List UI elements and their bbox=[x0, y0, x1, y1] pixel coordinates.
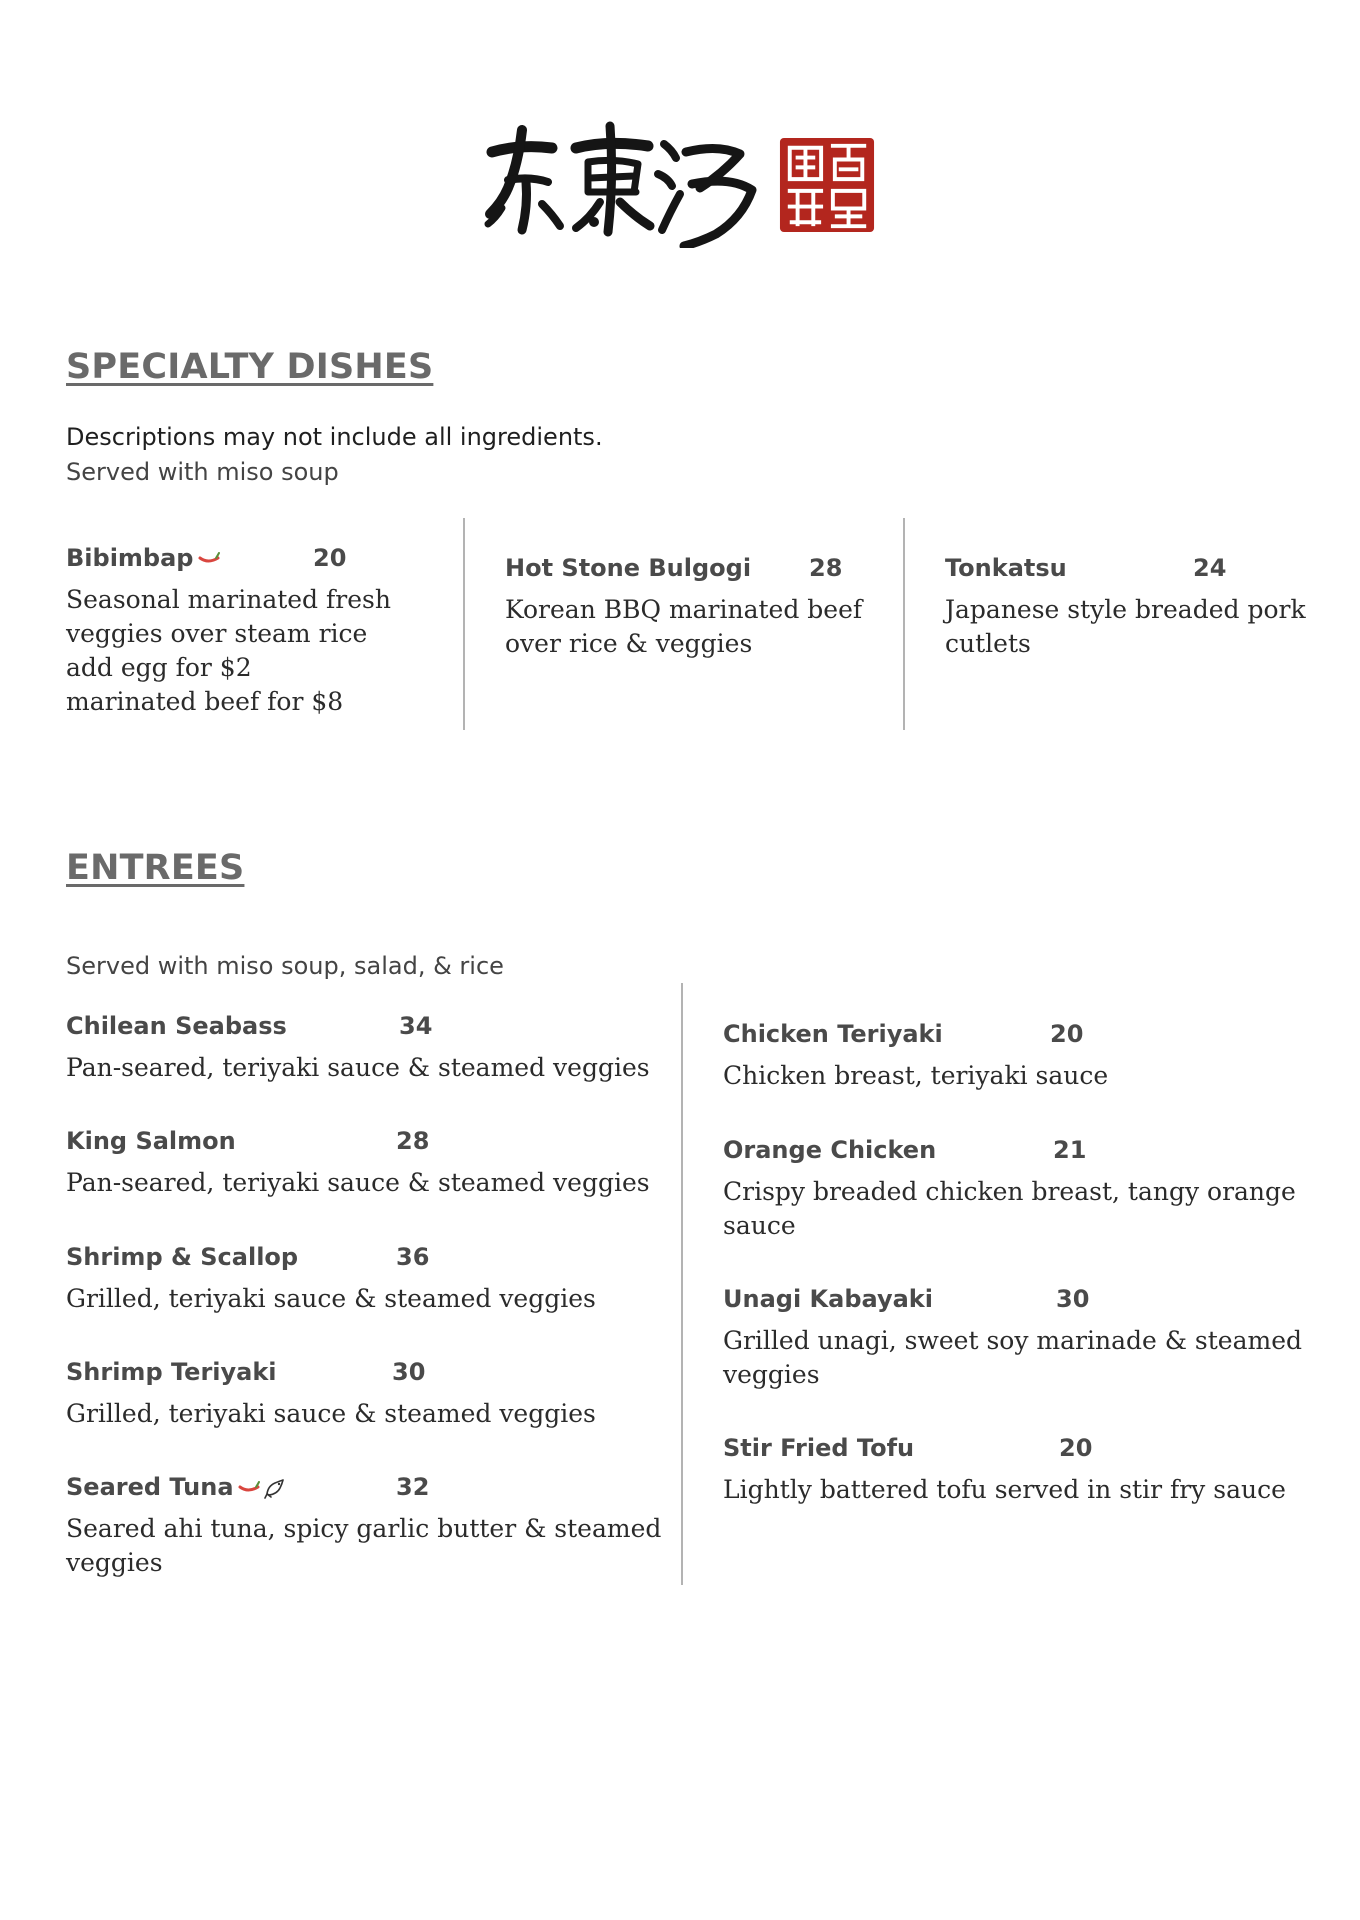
menu-item-seared-tuna bbox=[66, 1470, 666, 1580]
menu-item-bibimbap bbox=[66, 541, 446, 719]
menu-item-name: Orange Chicken bbox=[723, 1136, 937, 1164]
menu-item-price: 34 bbox=[399, 1012, 433, 1040]
menu-item-description: Japanese style breaded pork cutlets bbox=[945, 595, 1306, 658]
menu-item-name: Tonkatsu bbox=[945, 554, 1067, 582]
raw-fish-icon bbox=[264, 1477, 286, 1499]
menu-item-price: 28 bbox=[809, 554, 843, 582]
entrees-served-with: Served with miso soup, salad, & rice bbox=[66, 952, 504, 980]
ingredients-disclaimer: Descriptions may not include all ingredients. bbox=[66, 423, 603, 451]
menu-item-shrimp-scallop bbox=[66, 1240, 666, 1316]
chili-icon bbox=[198, 552, 220, 566]
menu-item-price: 20 bbox=[1059, 1434, 1093, 1462]
column-divider bbox=[681, 983, 683, 1585]
menu-item-hot-stone-bulgogi bbox=[505, 551, 885, 661]
menu-item-price: 28 bbox=[396, 1127, 430, 1155]
menu-item-price: 20 bbox=[313, 544, 347, 572]
menu-item-description: Grilled unagi, sweet soy marinade & steamed veggies bbox=[723, 1326, 1303, 1389]
menu-item-name: Chilean Seabass bbox=[66, 1012, 287, 1040]
menu-item-name: Stir Fried Tofu bbox=[723, 1434, 915, 1462]
menu-item-price: 21 bbox=[1053, 1136, 1087, 1164]
menu-item-description: Crispy breaded chicken breast, tangy orange sauce bbox=[723, 1177, 1296, 1240]
menu-item-name: Shrimp Teriyaki bbox=[66, 1358, 277, 1386]
menu-item-chilean-seabass bbox=[66, 1009, 666, 1085]
specialty-served-with: Served with miso soup bbox=[66, 458, 339, 486]
menu-item-name: Unagi Kabayaki bbox=[723, 1285, 933, 1313]
menu-item-price: 36 bbox=[396, 1243, 430, 1271]
menu-item-stir-fried-tofu bbox=[723, 1431, 1323, 1507]
menu-item-shrimp-teriyaki bbox=[66, 1355, 666, 1431]
menu-item-unagi-kabayaki bbox=[723, 1282, 1323, 1392]
seal-stamp-icon bbox=[778, 136, 876, 234]
restaurant-logo bbox=[478, 118, 878, 248]
menu-item-price: 32 bbox=[396, 1473, 430, 1501]
menu-item-name: Seared Tuna bbox=[66, 1470, 286, 1504]
menu-item-price: 30 bbox=[392, 1358, 426, 1386]
menu-item-chicken-teriyaki bbox=[723, 1017, 1323, 1093]
menu-item-price: 20 bbox=[1050, 1020, 1084, 1048]
calligraphy-logo bbox=[478, 118, 768, 248]
menu-item-orange-chicken bbox=[723, 1133, 1323, 1243]
column-divider bbox=[463, 518, 465, 730]
menu-item-tonkatsu bbox=[945, 551, 1325, 661]
menu-item-name: Bibimbap bbox=[66, 541, 220, 575]
menu-item-description: Grilled, teriyaki sauce & steamed veggies bbox=[66, 1399, 596, 1428]
menu-item-description: Seasonal marinated fresh veggies over steam rice add egg for $2 marinated beef for $8 bbox=[66, 585, 391, 716]
column-divider bbox=[903, 518, 905, 730]
specialty-section-title: SPECIALTY DISHES bbox=[66, 347, 434, 387]
menu-item-description: Korean BBQ marinated beef over rice & veggies bbox=[505, 595, 863, 658]
menu-item-king-salmon bbox=[66, 1124, 666, 1200]
menu-item-description: Seared ahi tuna, spicy garlic butter & steamed veggies bbox=[66, 1514, 662, 1577]
menu-item-name: King Salmon bbox=[66, 1127, 236, 1155]
menu-item-description: Grilled, teriyaki sauce & steamed veggies bbox=[66, 1284, 596, 1313]
menu-item-name: Chicken Teriyaki bbox=[723, 1020, 943, 1048]
entrees-section-title: ENTREES bbox=[66, 848, 245, 888]
chili-icon bbox=[238, 1481, 260, 1495]
menu-item-name: Hot Stone Bulgogi bbox=[505, 554, 752, 582]
menu-item-description: Pan-seared, teriyaki sauce & steamed veggies bbox=[66, 1168, 650, 1197]
menu-item-name: Shrimp & Scallop bbox=[66, 1243, 299, 1271]
menu-item-description: Chicken breast, teriyaki sauce bbox=[723, 1061, 1109, 1090]
menu-item-description: Pan-seared, teriyaki sauce & steamed veggies bbox=[66, 1053, 650, 1082]
menu-item-price: 24 bbox=[1193, 554, 1227, 582]
menu-item-price: 30 bbox=[1056, 1285, 1090, 1313]
menu-item-description: Lightly battered tofu served in stir fry sauce bbox=[723, 1475, 1286, 1504]
